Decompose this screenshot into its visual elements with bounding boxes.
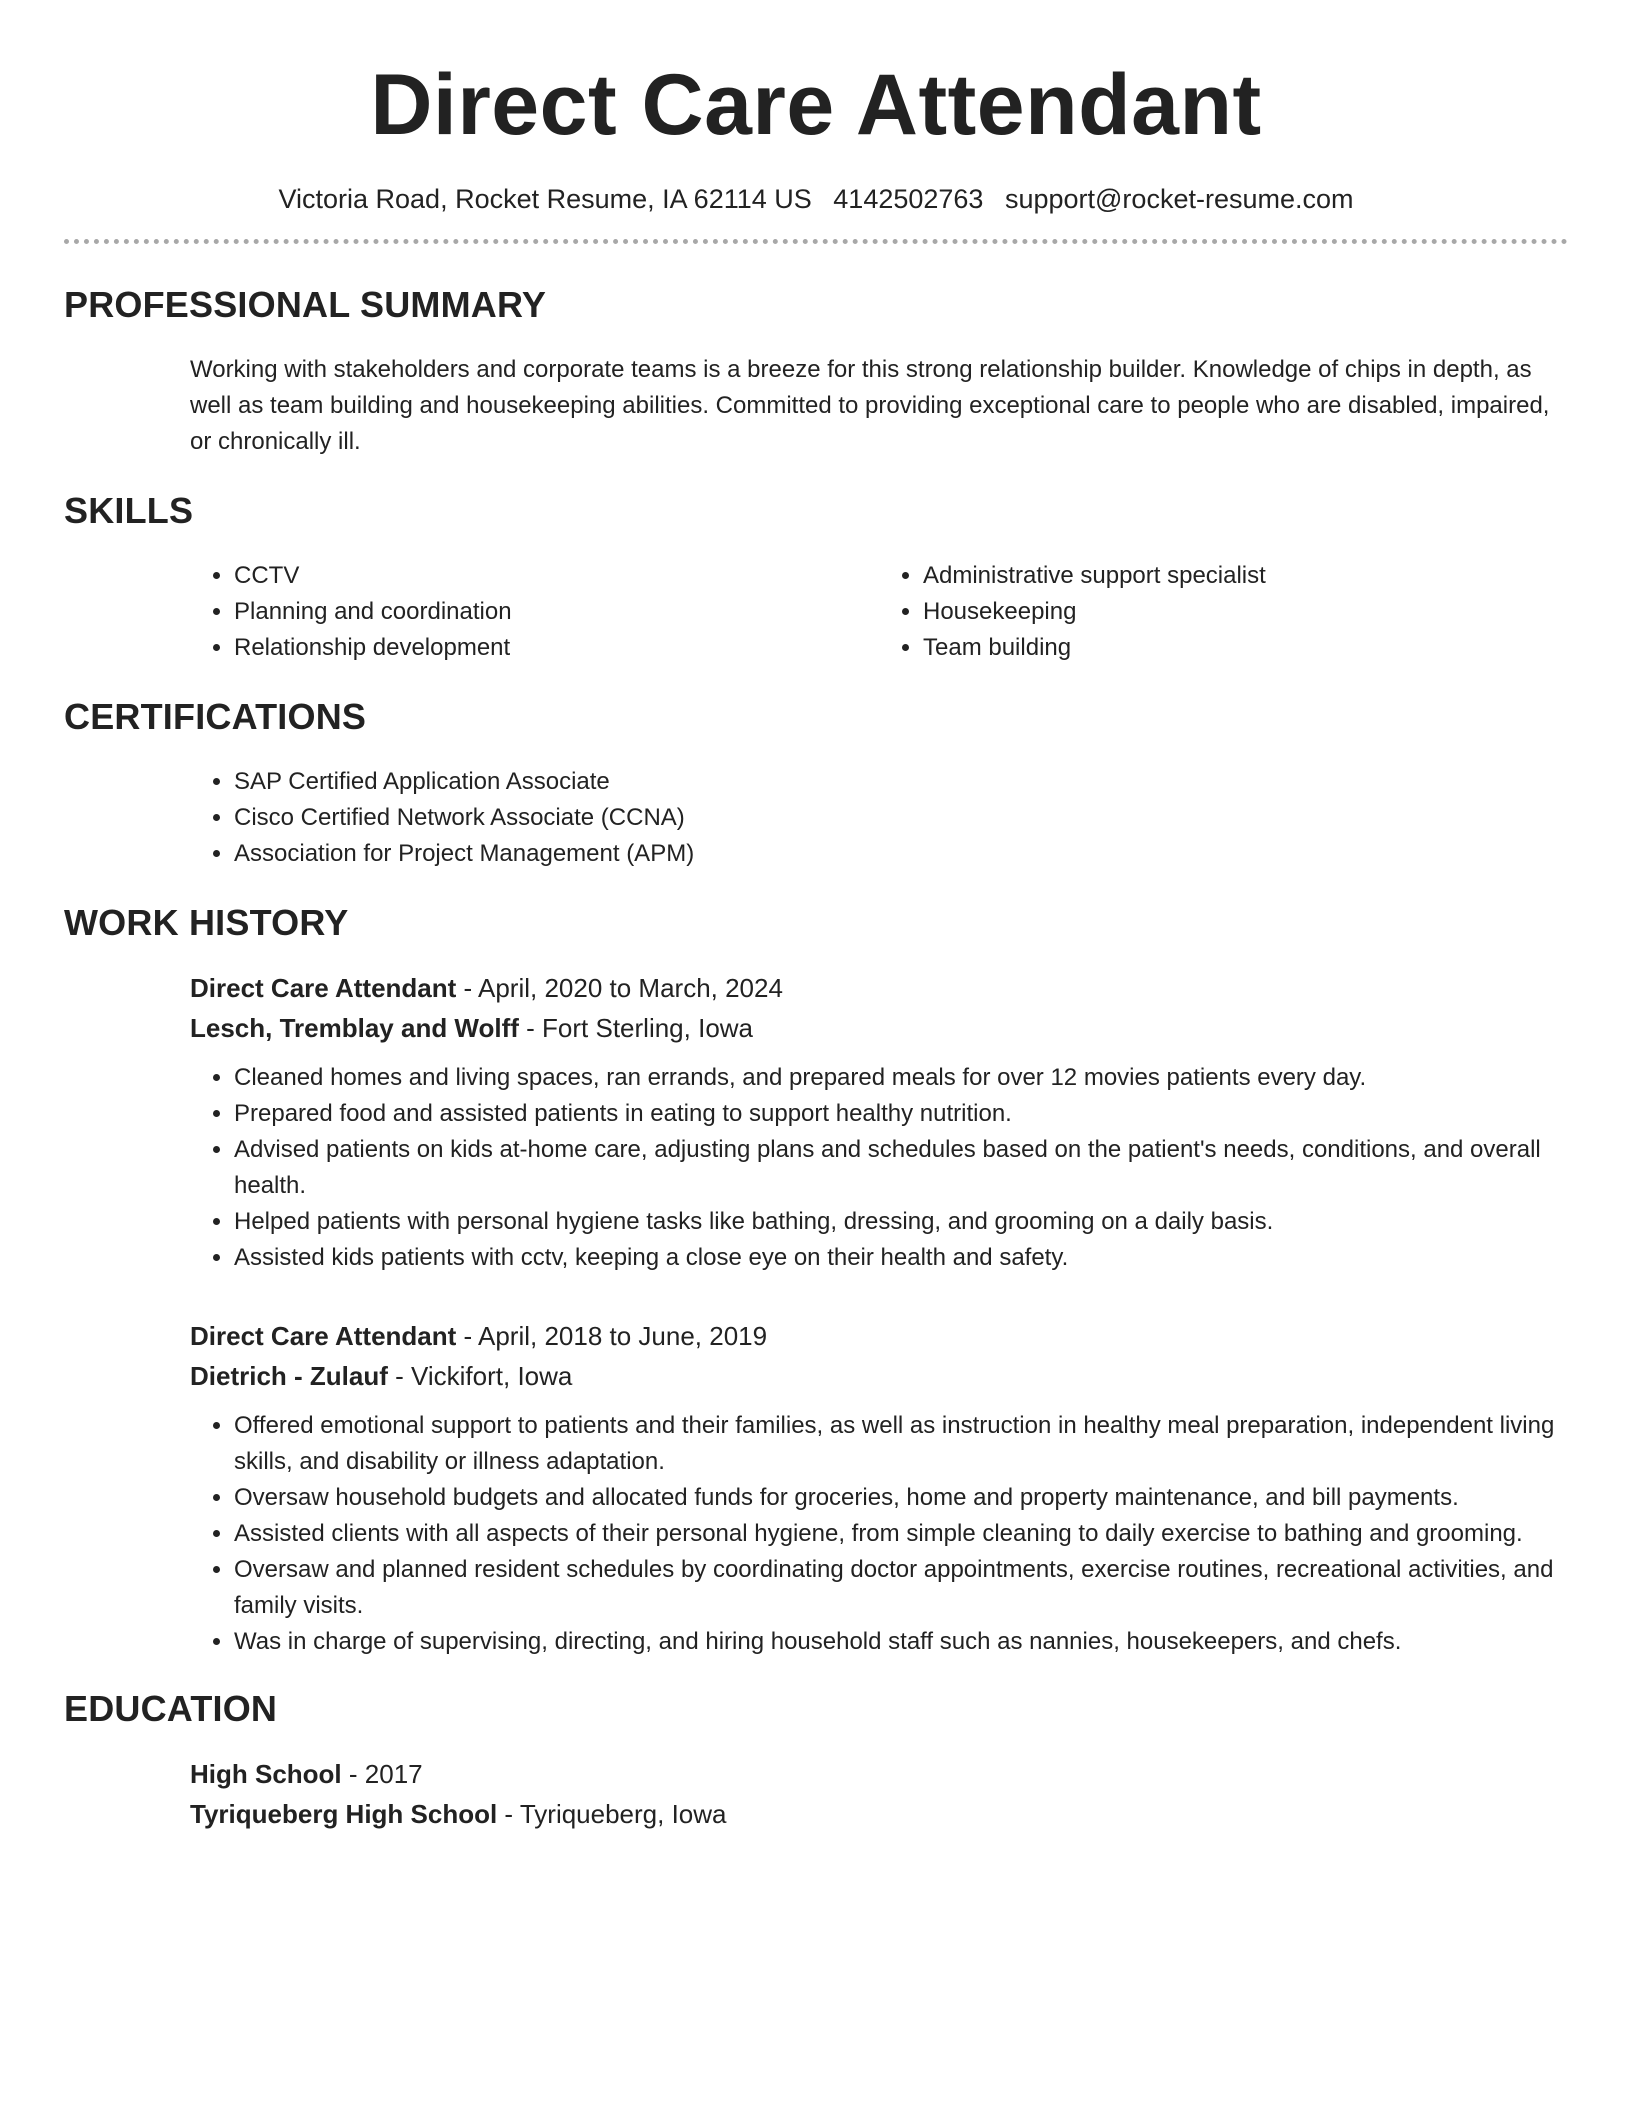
skills-left-list: [190, 558, 879, 666]
job-company: Lesch, Tremblay and Wolff: [190, 1013, 519, 1043]
section-work-history: [64, 902, 1568, 1660]
job-dates: - April, 2018 to June, 2019: [456, 1321, 768, 1351]
section-certifications: [64, 696, 1568, 872]
job-bullet: • Cleaned homes and living spaces, ran errands, and prepared meals for over 12 movies patients every day.: [234, 1060, 1568, 1096]
job-role: Direct Care Attendant: [190, 1321, 457, 1351]
skills-right-list: [879, 558, 1568, 666]
job-bullet: • Assisted kids patients with cctv, keeping a close eye on their health and safety.: [234, 1240, 1568, 1276]
certifications-list: [190, 764, 1568, 872]
contact-phone: 4142502763: [833, 184, 984, 214]
education-title: EDUCATION: [64, 1688, 278, 1729]
section-education: [64, 1688, 1568, 1834]
job-company-line: [190, 1008, 1568, 1048]
header-divider: [64, 239, 1568, 244]
education-school-line: [190, 1794, 1568, 1834]
job-company: Dietrich - Zulauf: [190, 1361, 388, 1391]
job-bullet: • Was in charge of supervising, directing, and hiring household staff such as nannies, housekeepers, and chefs.: [234, 1624, 1568, 1660]
job-role-line: [190, 1316, 1568, 1356]
skill-item: • CCTV: [234, 558, 879, 594]
job-role: Direct Care Attendant: [190, 973, 457, 1003]
education-location: - Tyriqueberg, Iowa: [497, 1799, 727, 1829]
job-bullet: • Helped patients with personal hygiene tasks like bathing, dressing, and grooming on a daily basis.: [234, 1204, 1568, 1240]
education-degree-line: [190, 1754, 1568, 1794]
summary-title: PROFESSIONAL SUMMARY: [64, 284, 547, 325]
job-bullet: • Oversaw and planned resident schedules by coordinating doctor appointments, exercise routines, recreational activities, and family visits.: [234, 1552, 1568, 1624]
skill-item: • Relationship development: [234, 630, 879, 666]
skill-item: • Administrative support specialist: [923, 558, 1568, 594]
contact-address: Victoria Road, Rocket Resume, IA 62114 US: [278, 184, 812, 214]
education-school: Tyriqueberg High School: [190, 1799, 498, 1829]
section-skills: [64, 490, 1568, 666]
job-dates: - April, 2020 to March, 2024: [456, 973, 783, 1003]
job-bullets: [190, 1060, 1568, 1276]
summary-text: Working with stakeholders and corporate teams is a breeze for this strong relationship builder. Knowledge of chips in depth, as well as team building and housekeeping abilities. Committed to providing exceptional care to people who are disabled, impaired, or chronically ill.: [190, 356, 1550, 455]
skills-columns: [190, 558, 1568, 666]
work-history-title: WORK HISTORY: [64, 902, 349, 943]
job-location: - Vickifort, Iowa: [387, 1361, 573, 1391]
certification-item: • SAP Certified Application Associate: [234, 764, 1568, 800]
skill-item: • Housekeeping: [923, 594, 1568, 630]
education-degree: High School: [190, 1759, 342, 1789]
job-bullet: • Oversaw household budgets and allocated funds for groceries, home and property maintenance, and bill payments.: [234, 1480, 1568, 1516]
job-bullets: [190, 1408, 1568, 1660]
job-bullet: • Assisted clients with all aspects of their personal hygiene, from simple cleaning to daily exercise to bathing and grooming.: [234, 1516, 1568, 1552]
job-bullet: • Prepared food and assisted patients in eating to support healthy nutrition.: [234, 1096, 1568, 1132]
certification-item: • Association for Project Management (APM): [234, 836, 1568, 872]
section-summary: [64, 284, 1568, 460]
job-bullet: • Offered emotional support to patients and their families, as well as instruction in healthy meal preparation, independent living skills, and disability or illness adaptation.: [234, 1408, 1568, 1480]
contact-email: support@rocket-resume.com: [1004, 184, 1354, 214]
certification-item: • Cisco Certified Network Associate (CCNA): [234, 800, 1568, 836]
skill-item: • Planning and coordination: [234, 594, 879, 630]
job-role-line: [190, 968, 1568, 1008]
job-company-line: [190, 1356, 1568, 1396]
job-bullet: • Advised patients on kids at-home care, adjusting plans and schedules based on the patient's needs, conditions, and overall health.: [234, 1132, 1568, 1204]
education-year: - 2017: [341, 1759, 423, 1789]
education-entry: [190, 1754, 1568, 1834]
skills-title: SKILLS: [64, 490, 194, 531]
contact-line: [64, 184, 1568, 215]
certifications-title: CERTIFICATIONS: [64, 696, 367, 737]
job-location: - Fort Sterling, Iowa: [518, 1013, 754, 1043]
job-entry: [190, 1316, 1568, 1396]
skill-item: • Team building: [923, 630, 1568, 666]
resume-name: Direct Care Attendant: [370, 57, 1262, 153]
job-entry: [190, 968, 1568, 1048]
